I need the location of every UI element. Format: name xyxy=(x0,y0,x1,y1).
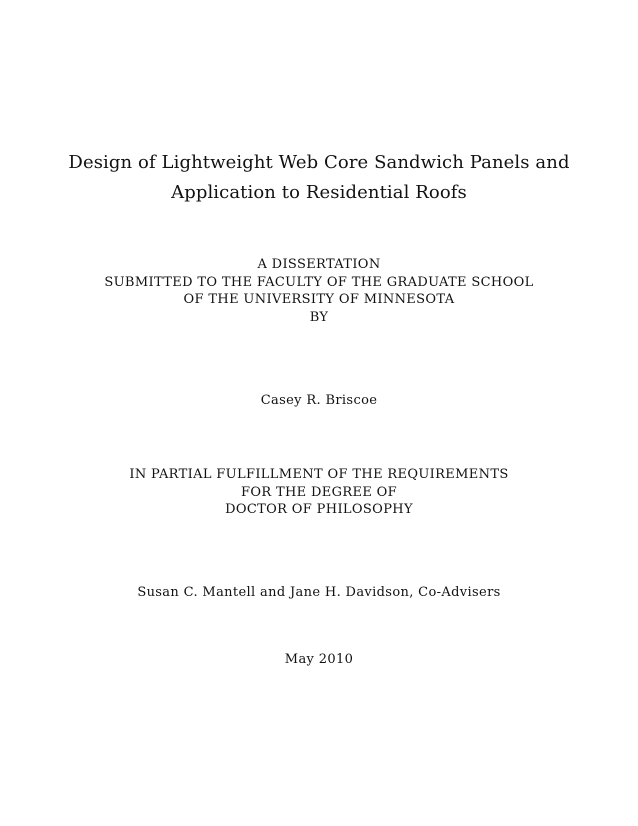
degree-name-line: DOCTOR OF PHILOSOPHY xyxy=(225,502,413,517)
title-line-1: Design of Lightweight Web Core Sandwich Panels and xyxy=(68,152,570,173)
by-line: BY xyxy=(309,309,329,325)
submission-line: SUBMITTED TO THE FACULTY OF THE GRADUATE SCHOOL xyxy=(104,274,534,290)
title-line-2: Application to Residential Roofs xyxy=(171,182,467,203)
author-section xyxy=(0,392,638,410)
advisers-section xyxy=(0,584,638,602)
dissertation-title xyxy=(0,148,638,208)
degree-intro-line: FOR THE DEGREE OF xyxy=(240,484,398,500)
submission-date: May 2010 xyxy=(284,652,354,667)
requirements-line: IN PARTIAL FULFILLMENT OF THE REQUIREMENTS xyxy=(129,467,509,482)
dissertation-label: A DISSERTATION xyxy=(257,257,381,272)
author-name: Casey R. Briscoe xyxy=(260,393,378,408)
date-section xyxy=(0,651,638,669)
dissertation-statement xyxy=(0,256,638,326)
advisers-text: Susan C. Mantell and Jane H. Davidson, Co-Advisers xyxy=(137,585,501,600)
fulfillment-statement xyxy=(0,466,638,519)
university-line: OF THE UNIVERSITY OF MINNESOTA xyxy=(183,292,455,307)
